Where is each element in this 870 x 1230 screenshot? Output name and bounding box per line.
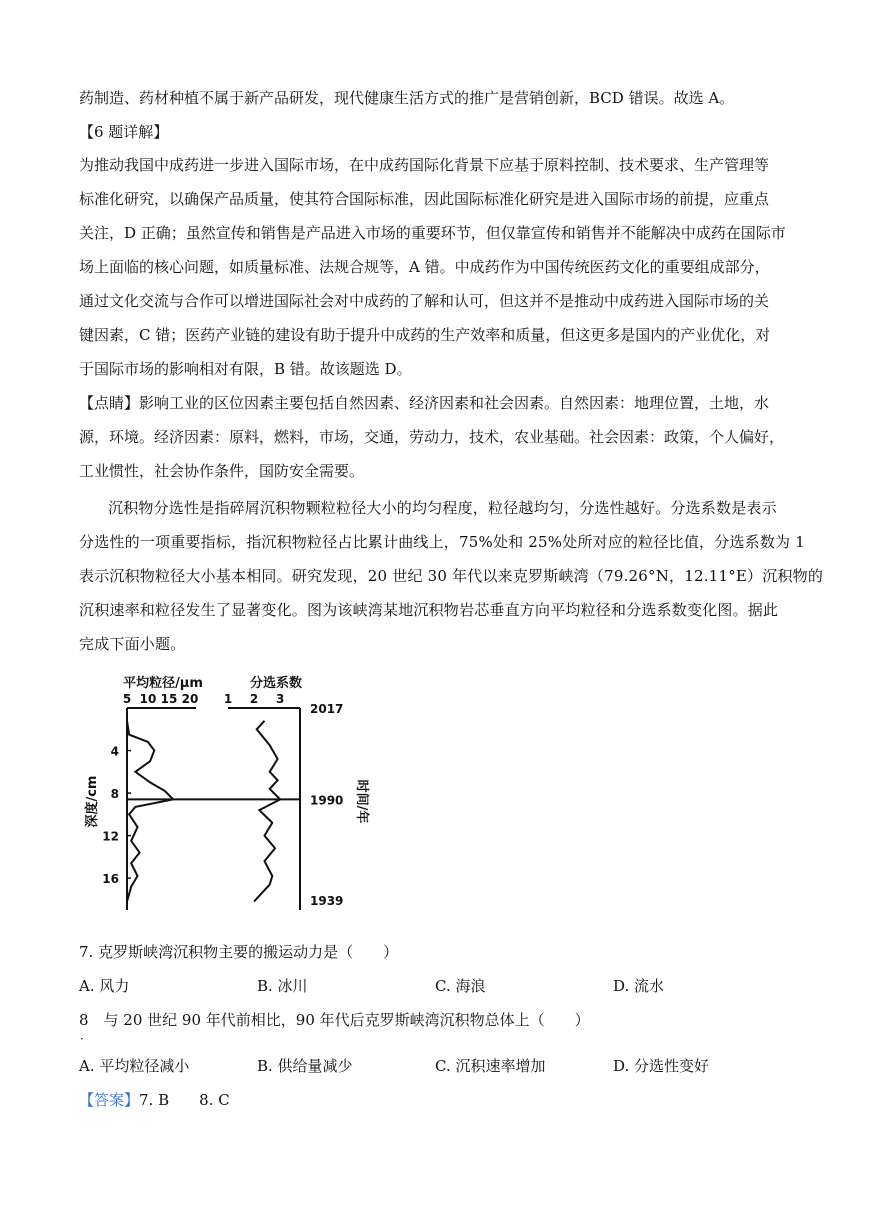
q7-option-d[interactable]: D. 流水 [613, 977, 665, 995]
passage-line: 沉积速率和粒径发生了显著变化。图为该峡湾某地沉积物岩芯垂直方向平均粒径和分选系数变化图。据此 [79, 601, 779, 619]
panel1-tick-label: 20 [181, 692, 199, 706]
depth-tick-label: 12 [102, 829, 119, 844]
sediment-core-chart [80, 670, 380, 920]
passage-line: 表示沉积物粒径大小基本相同。研究发现，20 世纪 30 年代以来克罗斯峡湾（79.26°N，12.11°E）沉积物的 [79, 567, 824, 585]
time-tick-label: 2017 [310, 702, 344, 716]
analysis-line: 关注，D 正确；虽然宣传和销售是产品进入市场的重要环节，但仅靠宣传和销售并不能解决中成药在国际市 [79, 224, 786, 242]
q8-option-d[interactable]: D. 分选性变好 [613, 1057, 710, 1075]
tip-line: 工业惯性，社会协作条件，国防安全需要。 [79, 462, 365, 480]
passage-line: 完成下面小题。 [79, 635, 186, 653]
panel2-tick-label: 2 [249, 692, 259, 706]
question-7-stem: 7. 克罗斯峡湾沉积物主要的搬运动力是（ ） [79, 943, 399, 961]
depth-tick-label: 16 [102, 872, 119, 887]
panel1-tick-label: 15 [160, 692, 178, 706]
panel1-tick-label: 10 [139, 692, 157, 706]
depth-tick-label: 4 [110, 744, 119, 759]
panel-title-sorting: 分选系数 [249, 676, 303, 691]
question-8-stem: 8 与 20 世纪 90 年代前相比，90 年代后克罗斯峡湾沉积物总体上（ ） [79, 1011, 590, 1029]
answer-line [79, 1090, 230, 1110]
sorting-series [254, 721, 280, 902]
analysis-line: 场上面临的核心问题，如质量标准、法规合规等，A 错。中成药作为中国传统医药文化的重要组成部分， [79, 258, 770, 276]
marker-dot: · [80, 1032, 84, 1046]
time-axis-label: 时间/年 [354, 779, 369, 824]
grain-size-series [127, 721, 173, 902]
q8-option-a[interactable]: A. 平均粒径减小 [79, 1057, 190, 1075]
q7-option-c[interactable]: C. 海浪 [435, 977, 486, 995]
panel2-tick-label: 1 [223, 692, 233, 706]
q8-option-c[interactable]: C. 沉积速率增加 [435, 1057, 546, 1075]
time-tick-label: 1939 [310, 894, 344, 908]
time-tick-label: 1990 [310, 793, 344, 808]
analysis-line: 通过文化交流与合作可以增进国际社会对中成药的了解和认可，但这并不是推动中成药进入国际市场的关 [79, 292, 770, 310]
analysis-line: 标准化研究，以确保产品质量，使其符合国际标准，因此国际标准化研究是进入国际市场的前提，应重点 [79, 190, 770, 208]
q7-option-a[interactable]: A. 风力 [79, 977, 130, 995]
answer-label: 【答案】 [79, 1091, 140, 1109]
analysis-line: 于国际市场的影响相对有限，B 错。故该题选 D。 [79, 360, 412, 378]
tip-line: 【点睛】影响工业的区位因素主要包括自然因素、经济因素和社会因素。自然因素：地理位置，土地，水 [79, 394, 770, 412]
panel-title-grain-size: 平均粒径/μm [123, 676, 203, 691]
q6-header: 【6 题详解】 [79, 123, 169, 141]
analysis-line: 为推动我国中成药进一步进入国际市场，在中成药国际化背景下应基于原料控制、技术要求、生产管理等 [79, 156, 770, 174]
depth-tick-label: 8 [110, 787, 119, 802]
passage-line: 沉积物分选性是指碎屑沉积物颗粒粒径大小的均匀程度，粒径越均匀，分选性越好。分选系数是表示 [108, 499, 777, 517]
q8-option-b[interactable]: B. 供给量减少 [257, 1057, 353, 1075]
passage-line: 分选性的一项重要指标，指沉积物粒径占比累计曲线上，75%处和 25%处所对应的粒径比值，分选系数为 1 [79, 533, 805, 551]
panel2-tick-label: 3 [275, 692, 285, 706]
depth-axis-label: 深度/cm [85, 775, 100, 828]
panel1-tick-label: 5 [122, 692, 132, 706]
answer-text: 7. B 8. C [139, 1091, 230, 1109]
analysis-line: 键因素，C 错；医药产业链的建设有助于提升中成药的生产效率和质量，但这更多是国内的产业优化，对 [79, 326, 771, 344]
analysis-line: 药制造、药材种植不属于新产品研发，现代健康生活方式的推广是营销创新，BCD 错误。故选 A。 [79, 89, 735, 107]
q7-option-b[interactable]: B. 冰川 [257, 977, 308, 995]
tip-line: 源，环境。经济因素：原料，燃料，市场，交通，劳动力，技术，农业基础。社会因素：政策，个人偏好， [79, 428, 785, 446]
